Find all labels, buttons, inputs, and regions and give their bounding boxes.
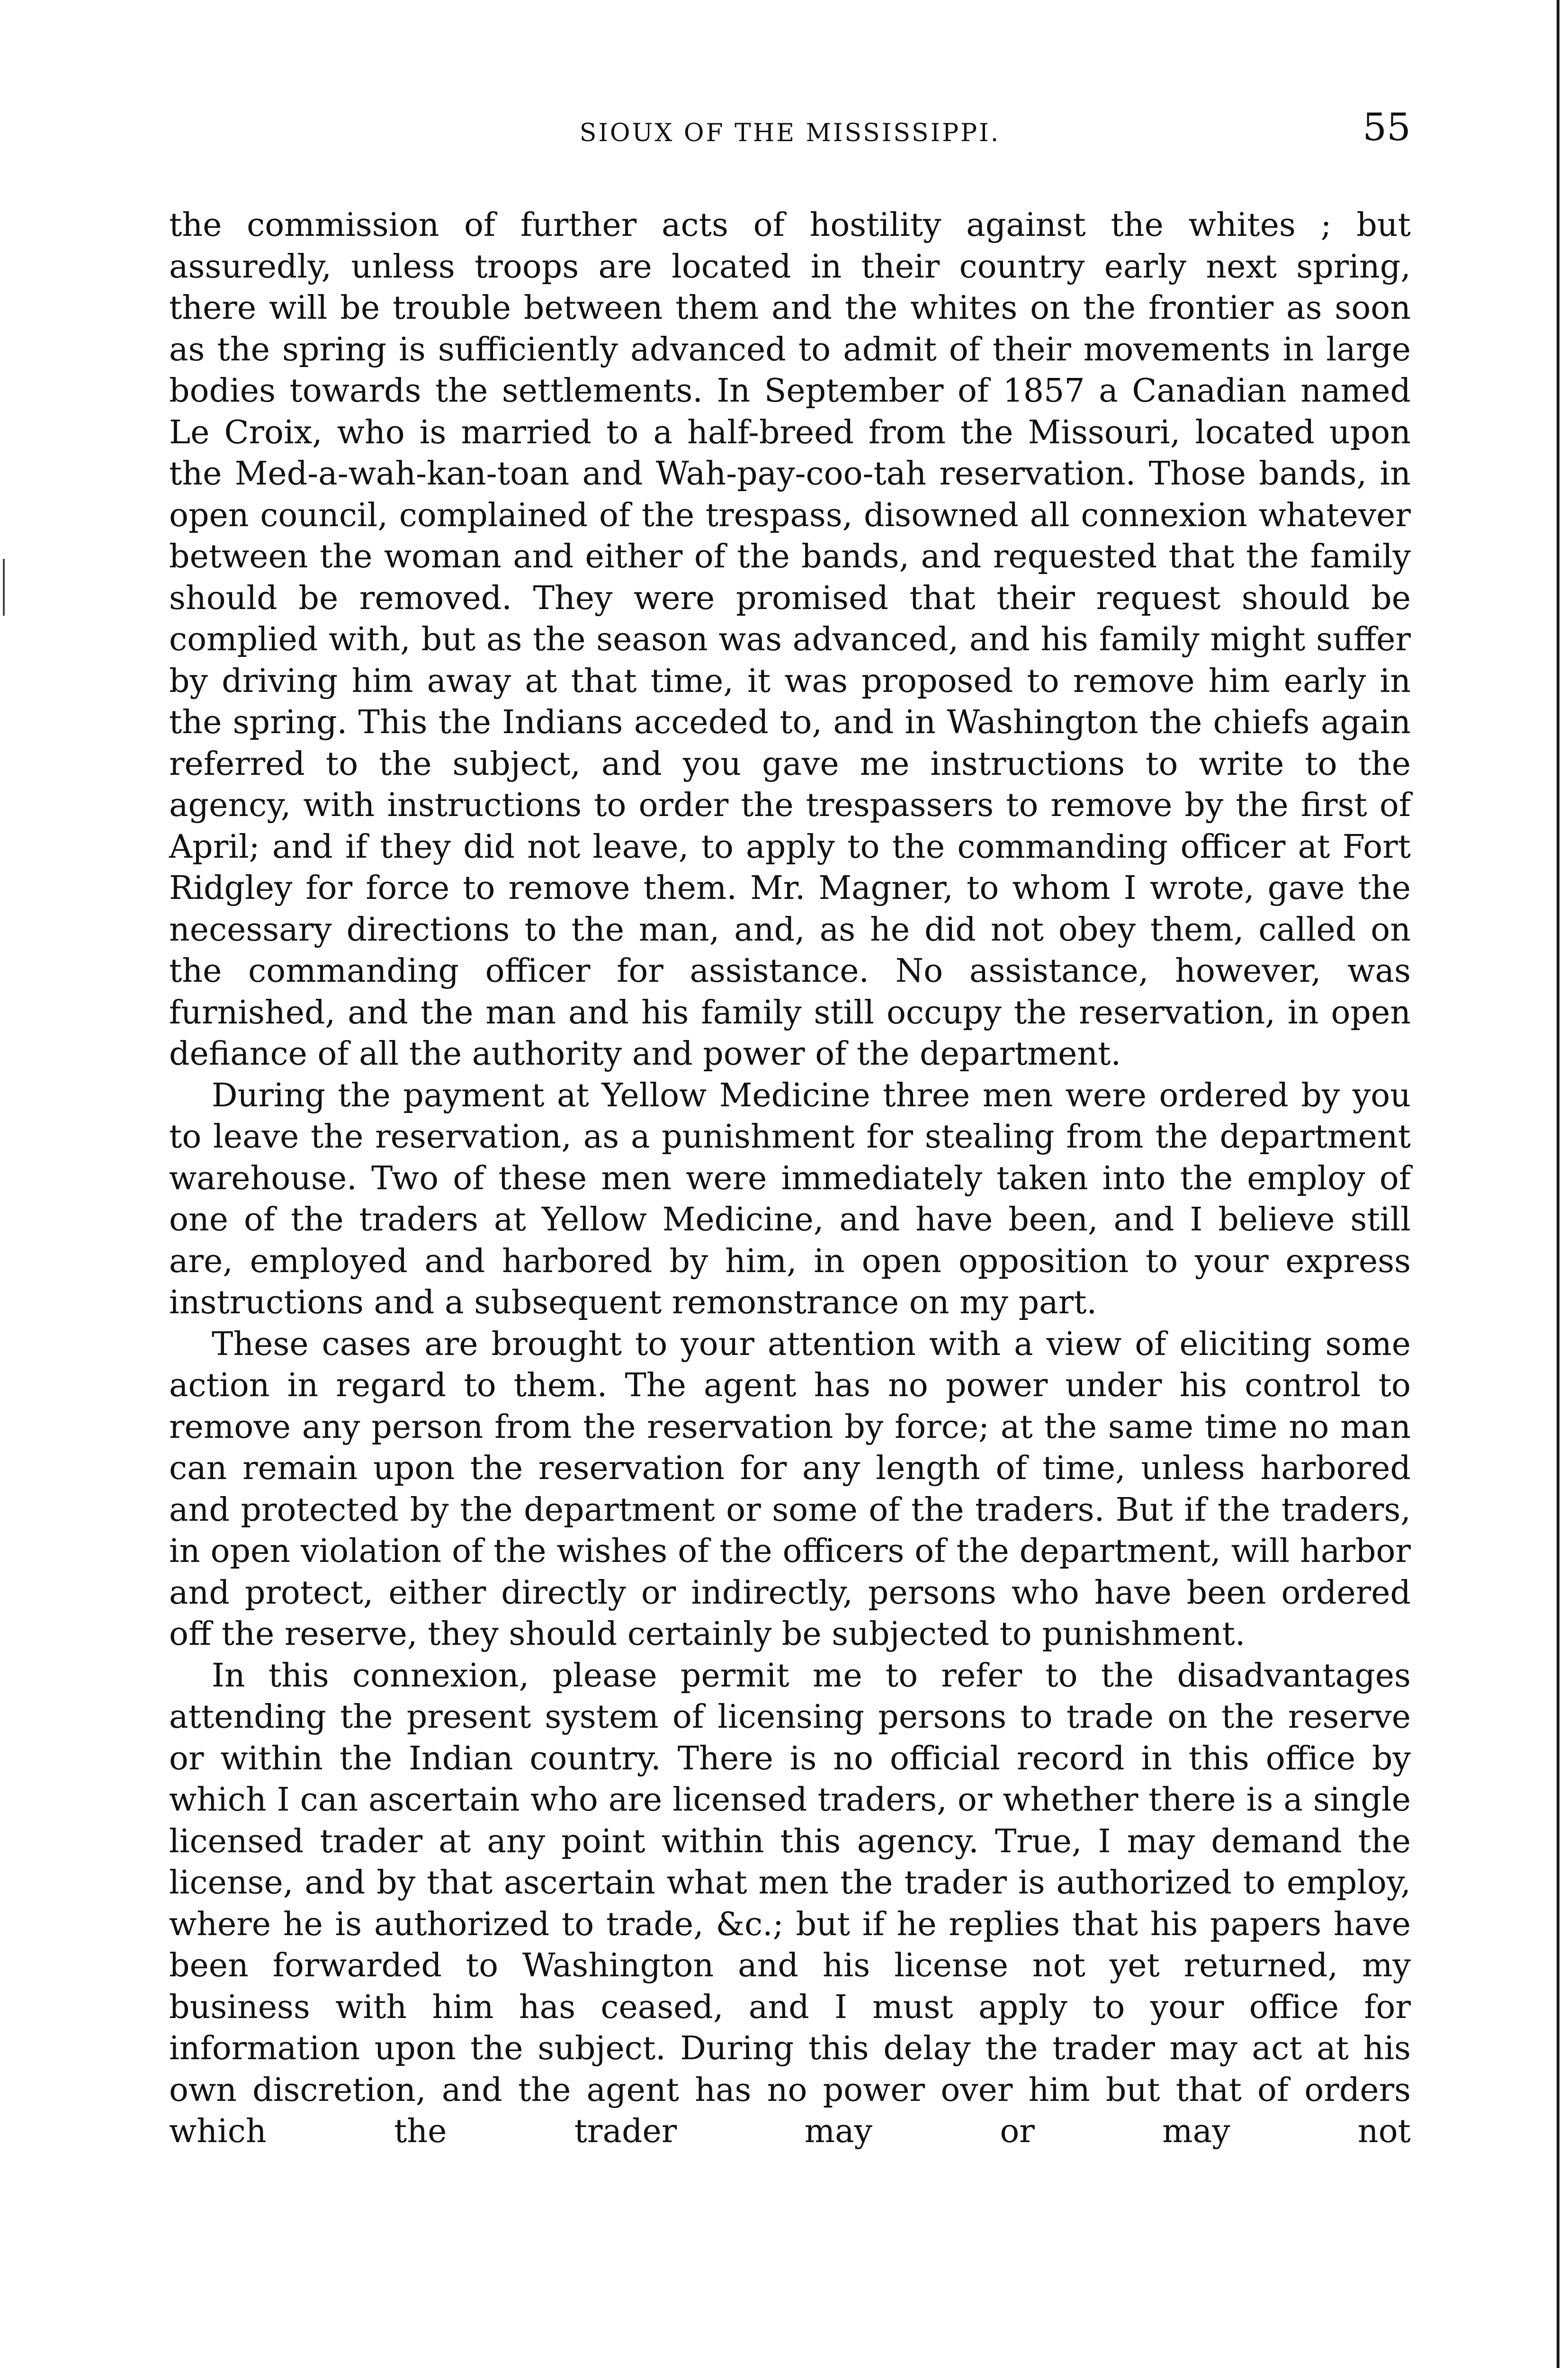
paragraph-2: During the payment at Yellow Medicine three men were ordered by you to leave the reservation, as a punishment for stealing from the department warehouse. Two of these men were immediately taken into the employ of one of the traders at Yellow Medicine, and have been, and I believe still are, employed and harbored by him, in open opposition to your express instructions and a subsequent remonstrance on my part. bbox=[169, 1076, 1411, 1321]
paragraph-4: In this connexion, please permit me to refer to the disadvantages attending the present system of licensing persons to trade on the reserve or within the Indian country. There is no official record in this office by which I can ascertain who are licensed traders, or whether there is a single licensed trader at any point within this agency. True, I may demand the license, and by that ascertain what men the trader is authorized to employ, where he is authorized to trade, &c.; but if he replies that his papers have been forwarded to Washington and his license not yet returned, my business with him has ceased, and I must apply to your office for information upon the subject. During this delay the trader may act at his own discretion, and the agent has no power over him but that of orders which the trader may or may not bbox=[169, 1657, 1411, 2150]
page-number: 55 bbox=[1362, 105, 1411, 149]
page-header bbox=[169, 105, 1411, 154]
paragraph-1: the commission of further acts of hostility against the whites ; but assuredly, unless troops are located in their country early next spring, there will be trouble between them and the whites on the frontier as soon as the spring is sufficiently advanced to admit of their movements in large bodies towards the settlements. In September of 1857 a Canadian named Le Croix, who is married to a half-breed from the Missouri, located upon the Med-a-wah-kan-toan and Wah-pay-coo-tah reservation. Those bands, in open council, complained of the trespass, disowned all connexion whatever between the woman and either of the bands, and requested that the family should be removed. They were promised that their request should be complied with, but as the season was advanced, and his family might suffer by driving him away at that time, it was proposed to remove him early in the spring. This the Indians acceded to, and in Washington the chiefs again referred to the subject, and you gave me instructions to write to the agency, with instructions to order the trespassers to remove by the first of April; and if they did not leave, to apply to the commanding officer at Fort Ridgley for force to remove them. Mr. Magner, to whom I wrote, gave the necessary directions to the man, and, as he did not obey them, called on the commanding officer for assistance. No assistance, however, was furnished, and the man and his family still occupy the reservation, in open defiance of all the authority and power of the department. bbox=[169, 206, 1411, 1073]
body-text bbox=[169, 205, 1411, 2153]
running-head: SIOUX OF THE MISSISSIPPI. bbox=[579, 119, 1001, 147]
margin-mark bbox=[3, 559, 5, 616]
page-edge-border bbox=[1557, 0, 1559, 2368]
paragraph-3: These cases are brought to your attention with a view of eliciting some action in regard to them. The agent has no power under his control to remove any person from the reservation by force; at the same time no man can remain upon the reservation for any length of time, unless harbored and protected by the department or some of the traders. But if the traders, in open violation of the wishes of the officers of the department, will harbor and protect, either directly or indirectly, persons who have been ordered off the reserve, they should certainly be subjected to punishment. bbox=[169, 1325, 1411, 1653]
